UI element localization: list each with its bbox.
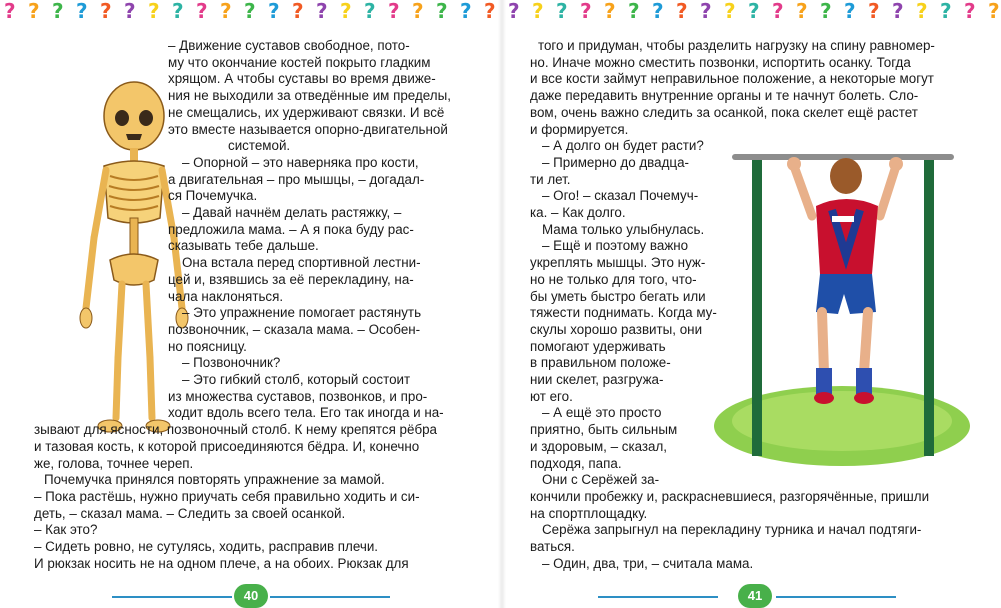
text-line: ния не выходили за отведённые им пределы, — [168, 88, 451, 104]
question-mark-icon: ? — [244, 0, 256, 23]
text-line: – А долго он будет расти? — [542, 138, 704, 154]
question-mark-icon: ? — [460, 0, 472, 23]
question-mark-icon: ? — [748, 0, 760, 23]
question-mark-icon: ? — [676, 0, 688, 23]
question-mark-icon: ? — [796, 0, 808, 23]
text-line: И рюкзак носить не на одном плече, а на обоих. Рюкзак для — [34, 555, 409, 571]
text-line: и формируется. — [530, 121, 629, 137]
text-line: позвоночник, – сказала мама. – Особен- — [168, 321, 421, 337]
text-line: и все кости займут неправильное положение, а некоторые могут — [530, 71, 934, 87]
question-mark-icon: ? — [4, 0, 16, 23]
question-mark-icon: ? — [100, 0, 112, 23]
question-mark-icon: ? — [28, 0, 40, 23]
text-line: – Пока растёшь, нужно приучать себя правильно ходить и си- — [34, 488, 420, 504]
text-line: это вместе называется опорно-двигательной — [168, 121, 448, 137]
text-line: из множества суставов, позвонков, и про- — [168, 388, 428, 404]
footer-rule-right-a — [598, 596, 718, 598]
question-mark-icon: ? — [484, 0, 496, 23]
question-mark-icon: ? — [964, 0, 976, 23]
text-line: – Как это? — [34, 522, 98, 538]
left-page — [34, 36, 470, 576]
text-line: приятно, быть сильным — [530, 422, 678, 438]
text-line: тяжести поднимать. Когда му- — [530, 305, 717, 321]
text-line: помогают удерживать — [530, 338, 666, 354]
question-mark-icon: ? — [868, 0, 880, 23]
text-line: но. Иначе можно сместить позвонки, испортить осанку. Тогда — [530, 54, 911, 70]
question-mark-icon: ? — [292, 0, 304, 23]
text-line: кончили пробежку и, раскрасневшиеся, разгорячённые, пришли — [530, 488, 930, 504]
text-line: бы уметь быстро бегать или — [530, 288, 706, 304]
question-mark-icon: ? — [436, 0, 448, 23]
text-line: системой. — [228, 138, 291, 154]
text-line: скулы хорошо развиты, они — [530, 321, 703, 337]
question-mark-icon: ? — [364, 0, 376, 23]
text-line: – Ого! – сказал Почемуч- — [542, 188, 699, 204]
text-line: деть, – сказал мама. – Следить за своей осанкой. — [34, 505, 346, 521]
text-line: и тазовая кость, к которой присоединяются бёдра. И, конечно — [34, 438, 420, 454]
text-line: – Это упражнение помогает растянуть — [182, 305, 422, 321]
question-mark-icon: ? — [508, 0, 520, 23]
question-mark-icon: ? — [76, 0, 88, 23]
text-line: – Опорной – это наверняка про кости, — [182, 154, 419, 170]
text-line: вом, очень важно следить за осанкой, пока скелет ещё растет — [530, 104, 918, 120]
text-line: ти лет. — [530, 171, 571, 187]
text-line: Почемучка принялся повторять упражнение за мамой. — [44, 472, 385, 488]
question-mark-icon: ? — [724, 0, 736, 23]
text-line: зывают для ясности, позвоночный столб. К нему крепятся рёбра — [34, 422, 438, 438]
text-line: Мама только улыбнулась. — [542, 221, 705, 237]
page-number-right: 41 — [738, 584, 772, 608]
text-line: на спортплощадку. — [530, 505, 648, 521]
question-mark-icon: ? — [556, 0, 568, 23]
text-line: – А ещё это просто — [542, 405, 662, 421]
text-line: цей и, взявшись за её перекладину, на- — [168, 271, 414, 287]
question-mark-icon: ? — [604, 0, 616, 23]
text-line: му что окончание костей покрыто гладким — [168, 54, 431, 70]
question-mark-icon: ? — [772, 0, 784, 23]
question-mark-icon: ? — [172, 0, 184, 23]
question-mark-icon: ? — [148, 0, 160, 23]
text-line: предложила мама. – А я пока буду рас- — [168, 221, 414, 237]
text-line: сказывать тебе дальше. — [168, 238, 319, 254]
text-line: но поясницу. — [168, 338, 247, 354]
question-mark-icon: ? — [700, 0, 712, 23]
text-line: нии скелет, разгружа- — [530, 372, 664, 387]
question-mark-icon: ? — [124, 0, 136, 23]
question-mark-icon: ? — [316, 0, 328, 23]
text-line: – Позвоночник? — [182, 355, 281, 371]
text-line: – Ещё и поэтому важно — [542, 238, 689, 254]
question-mark-icon: ? — [52, 0, 64, 23]
text-line: – Давай начнём делать растяжку, – — [182, 205, 402, 220]
text-line: не смещались, их удерживают связки. И всё — [168, 104, 445, 120]
text-line: – Один, два, три, – считала мама. — [542, 555, 754, 571]
footer-rule-left-a — [112, 596, 232, 598]
footer-rule-left-b — [270, 596, 390, 598]
text-line: но не только для того, что- — [530, 271, 697, 287]
text-line: и здоровым, – сказал, — [530, 438, 668, 454]
text-line: Они с Серёжей за- — [542, 472, 660, 488]
question-mark-icon: ? — [196, 0, 208, 23]
question-mark-icon: ? — [820, 0, 832, 23]
text-line: Она встала перед спортивной лестни- — [182, 255, 421, 271]
text-line: а двигательная – про мышцы, – догадал- — [168, 171, 425, 187]
text-line: ся Почемучка. — [168, 188, 258, 204]
question-mark-icon: ? — [940, 0, 952, 23]
text-line: – Сидеть ровно, не сутулясь, ходить, расправив плечи. — [34, 539, 379, 554]
question-mark-icon: ? — [220, 0, 232, 23]
question-mark-icon: ? — [988, 0, 1000, 23]
text-line: чала наклоняться. — [168, 288, 284, 304]
text-line: хрящом. А чтобы суставы во время движе- — [168, 71, 436, 87]
question-mark-icon: ? — [388, 0, 400, 23]
question-mark-icon: ? — [268, 0, 280, 23]
text-line: даже передавить внутренние органы и те начнут болеть. Сло- — [530, 88, 919, 104]
question-mark-icon: ? — [652, 0, 664, 23]
text-line: того и придуман, чтобы разделить нагрузку на спину равномер- — [538, 38, 935, 53]
question-mark-icon: ? — [916, 0, 928, 23]
question-mark-icon: ? — [580, 0, 592, 23]
boy-on-pull-up-bar-illustration — [712, 136, 974, 466]
text-line: – Это гибкий столб, который состоит — [182, 372, 411, 387]
question-mark-icon: ? — [532, 0, 544, 23]
question-mark-icon: ? — [844, 0, 856, 23]
footer-rule-right-b — [776, 596, 896, 598]
page-gutter — [498, 0, 506, 608]
question-mark-icon: ? — [412, 0, 424, 23]
text-line: укреплять мышцы. Это нуж- — [530, 255, 706, 271]
text-line: – Примерно до двадца- — [542, 154, 689, 170]
text-line: же, голова, точнее череп. — [34, 455, 194, 471]
page-number-left: 40 — [234, 584, 268, 608]
text-line: ка. – Как долго. — [530, 205, 626, 220]
text-line: ют его. — [530, 388, 573, 404]
question-mark-icon: ? — [628, 0, 640, 23]
text-line: подходя, папа. — [530, 455, 622, 471]
text-line: Серёжа запрыгнул на перекладину турника и начал подтяги- — [542, 522, 922, 538]
text-line: ходит вдоль всего тела. Его так иногда и на- — [168, 405, 444, 421]
text-line: – Движение суставов свободное, пото- — [168, 38, 410, 53]
question-mark-icon: ? — [892, 0, 904, 23]
text-line: в правильном положе- — [530, 355, 671, 371]
question-mark-icon: ? — [340, 0, 352, 23]
text-line: ваться. — [530, 539, 575, 554]
